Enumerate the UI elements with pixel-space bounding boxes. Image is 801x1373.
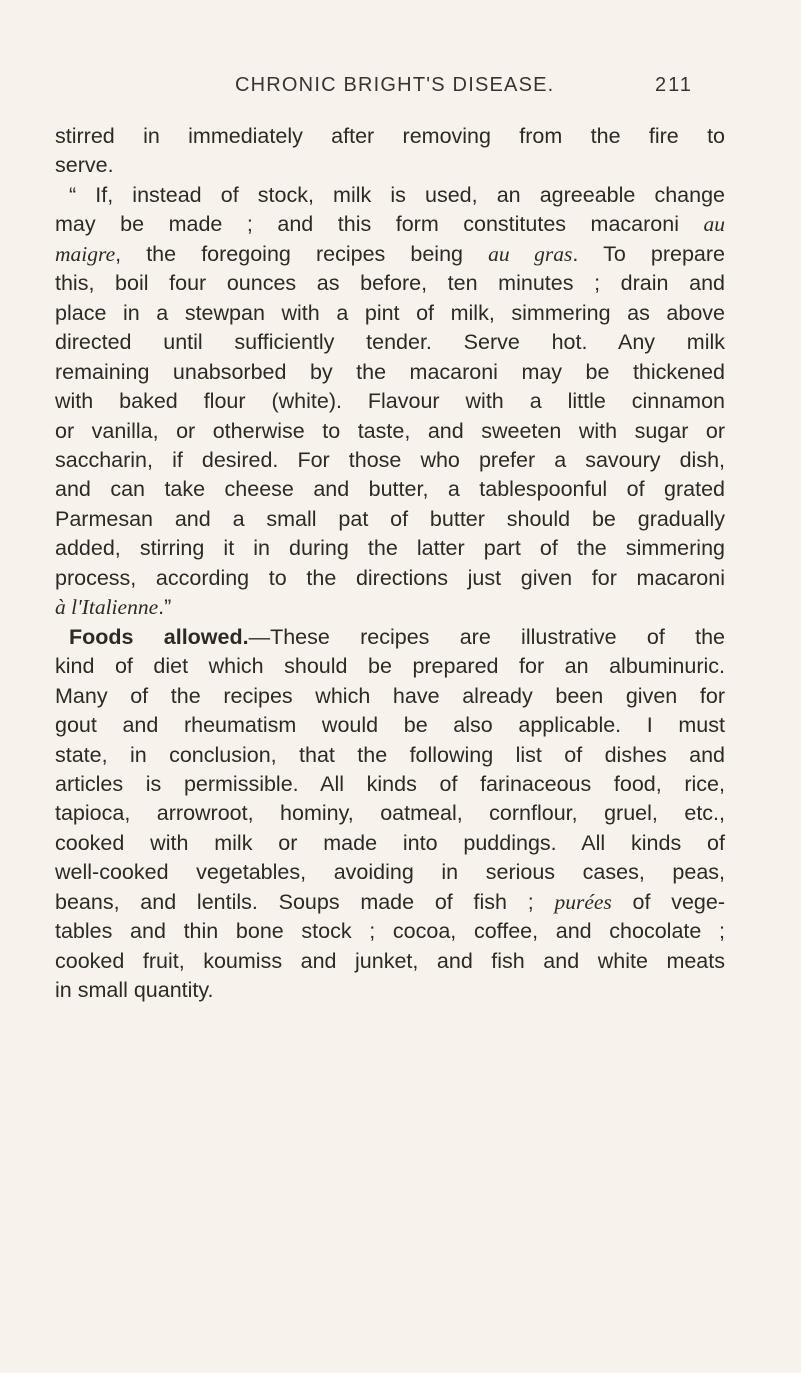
text-line: [55, 240, 725, 269]
italic-phrase: maigre: [55, 241, 116, 266]
text-run: process, according to the directions just given for macaroni: [55, 565, 725, 590]
text-run: Many of the recipes which have already been given for: [55, 683, 725, 708]
text-line: [55, 799, 725, 828]
text-line: [55, 181, 725, 210]
text-run: kind of diet which should be prepared for an albuminuric.: [55, 654, 725, 679]
text-line: [55, 299, 725, 328]
text-run: cooked with milk or made into puddings. All kinds of: [55, 830, 725, 855]
text-run: —These recipes are illustrative of the: [248, 624, 725, 649]
text-line: [55, 888, 725, 917]
text-line: [55, 652, 725, 681]
text-run: may be made ; and this form constitutes macaroni: [55, 212, 704, 237]
text-run: . To prepare: [572, 241, 725, 266]
running-head: [0, 74, 801, 104]
text-run: serve.: [55, 153, 114, 178]
text-run: tapioca, arrowroot, hominy, oatmeal, cornflour, gruel, etc.,: [55, 801, 725, 826]
text-line: [55, 976, 725, 1005]
text-run: .”: [158, 595, 172, 620]
text-run: directed until sufficiently tender. Serve hot. Any milk: [55, 330, 725, 355]
text-run: stirred in immediately after removing from the fire to: [55, 124, 725, 148]
text-run: with baked flour (white). Flavour with a little cinnamon: [55, 389, 725, 414]
text-run: state, in conclusion, that the following list of dishes and: [55, 742, 725, 767]
text-line: [55, 711, 725, 740]
text-run: added, stirring it in during the latter part of the simmering: [55, 536, 725, 561]
text-line: [55, 269, 725, 298]
text-run: remaining unabsorbed by the macaroni may be thickened: [55, 359, 725, 384]
text-line: [55, 417, 725, 446]
text-run: well-cooked vegetables, avoiding in serious cases, peas,: [55, 860, 725, 885]
italic-phrase: au: [703, 212, 725, 237]
text-run: or vanilla, or otherwise to taste, and sweeten with sugar or: [55, 418, 725, 443]
italic-phrase: purées: [554, 889, 612, 914]
text-line: [55, 210, 725, 239]
text-line: [55, 151, 725, 180]
italic-phrase: à l'Italienne: [55, 595, 159, 620]
text-line: [55, 387, 725, 416]
text-run: and can take cheese and butter, a tablespoonful of grated: [55, 477, 725, 502]
text-run: articles is permissible. All kinds of farinaceous food, rice,: [55, 771, 725, 796]
text-line: [55, 682, 725, 711]
text-line: [55, 858, 725, 887]
text-run: “ If, instead of stock, milk is used, an agreeable change: [69, 182, 725, 207]
text-line: [55, 122, 725, 151]
text-run: , the foregoing recipes being: [115, 241, 489, 266]
text-run: this, boil four ounces as before, ten minutes ; drain and: [55, 271, 725, 296]
text-line: [55, 358, 725, 387]
text-run: place in a stewpan with a pint of milk, simmering as above: [55, 300, 725, 325]
text-run: saccharin, if desired. For those who prefer a savoury dish,: [55, 447, 725, 472]
text-run: of vege-: [611, 889, 725, 914]
text-line: [55, 947, 725, 976]
text-run: Parmesan and a small pat of butter should be gradually: [55, 506, 725, 531]
text-run: tables and thin bone stock ; cocoa, coffee, and chocolate ;: [55, 919, 725, 944]
text-line: [55, 770, 725, 799]
text-run: beans, and lentils. Soups made of fish ;: [55, 889, 555, 914]
text-line: [55, 623, 725, 652]
text-run: cooked fruit, koumiss and junket, and fish and white meats: [55, 948, 725, 973]
text-run: in small quantity.: [55, 978, 214, 1003]
page-number: 211: [655, 74, 693, 96]
text-line: [55, 741, 725, 770]
text-run: gout and rheumatism would be also applicable. I must: [55, 713, 725, 738]
text-line: [55, 505, 725, 534]
text-line: [55, 446, 725, 475]
body-text: [55, 122, 725, 1006]
text-line: [55, 475, 725, 504]
italic-phrase: au gras: [488, 241, 573, 266]
text-line: [55, 534, 725, 563]
text-line: [55, 829, 725, 858]
text-line: [55, 328, 725, 357]
text-line: [55, 917, 725, 946]
text-line: [55, 593, 725, 622]
section-run-in-heading: Foods allowed.: [69, 624, 249, 649]
text-line: [55, 564, 725, 593]
running-title: CHRONIC BRIGHT'S DISEASE.: [235, 74, 555, 96]
